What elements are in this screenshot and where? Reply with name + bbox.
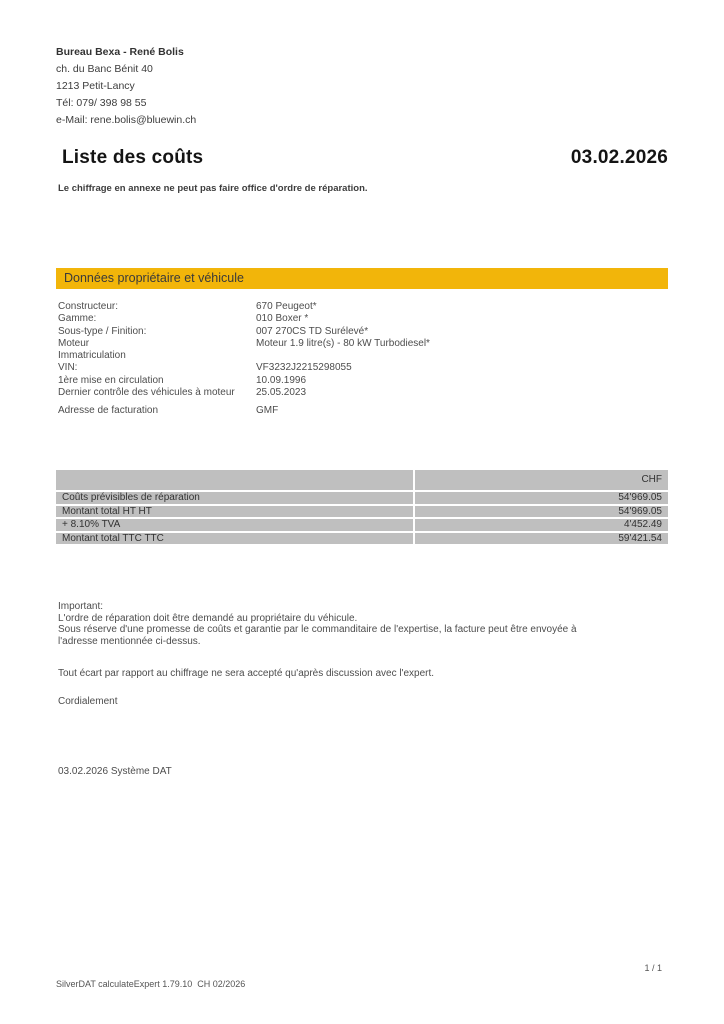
important-block bbox=[58, 601, 658, 647]
row-label: Montant total TTC TTC bbox=[56, 533, 413, 545]
table-row-couts-previsibles bbox=[56, 492, 668, 504]
important-line: L'ordre de réparation doit être demandé au propriétaire du véhicule. bbox=[58, 612, 358, 624]
field-value: 007 270CS TD Surélevé* bbox=[256, 325, 369, 337]
field-label: Moteur bbox=[58, 337, 90, 349]
costs-table bbox=[56, 470, 668, 546]
row-label: + 8.10% TVA bbox=[56, 519, 413, 531]
field-value: 25.05.2023 bbox=[256, 387, 307, 399]
field-label: Adresse de facturation bbox=[58, 405, 159, 417]
sender-address-line: 1213 Petit-Lancy bbox=[56, 80, 135, 92]
field-value: 670 Peugeot* bbox=[256, 301, 317, 312]
table-row-tva bbox=[56, 519, 668, 531]
row-amount: 4'452.49 bbox=[415, 519, 668, 531]
sender-name: Bureau Bexa - René Bolis bbox=[56, 46, 184, 58]
document-date: 03.02.2026 bbox=[570, 147, 668, 168]
field-label: Gamme: bbox=[58, 313, 97, 325]
row-label: Montant total HT HT bbox=[56, 506, 413, 518]
page-title: Liste des coûts bbox=[62, 147, 204, 168]
field-value: VF3232J2215298055 bbox=[256, 362, 352, 374]
important-title: Important: bbox=[58, 601, 104, 612]
vehicle-data-list bbox=[58, 301, 668, 418]
field-row-immatriculation bbox=[58, 350, 668, 362]
table-row-montant-ht bbox=[56, 506, 668, 518]
footer-app-version: SilverDAT calculateExpert 1.79.10 CH 02/2026 bbox=[56, 979, 246, 989]
row-amount: 59'421.54 bbox=[415, 533, 668, 545]
page-number: 1 / 1 bbox=[644, 963, 662, 973]
field-row-premiere-mise bbox=[58, 375, 668, 387]
row-label: Coûts prévisibles de réparation bbox=[56, 492, 413, 504]
field-value bbox=[256, 350, 668, 362]
row-amount: 54'969.05 bbox=[415, 492, 668, 504]
sender-block bbox=[56, 44, 196, 129]
costs-table-header-currency: CHF bbox=[415, 470, 668, 490]
field-row-dernier-controle bbox=[58, 387, 668, 399]
field-value: GMF bbox=[256, 405, 279, 417]
table-row-montant-ttc bbox=[56, 533, 668, 545]
field-value: Moteur 1.9 litre(s) - 80 kW Turbodiesel* bbox=[256, 337, 430, 349]
field-row-vin bbox=[58, 362, 668, 374]
field-label: Constructeur: bbox=[58, 301, 119, 312]
field-row-adresse-facturation bbox=[58, 405, 668, 417]
costs-table-header-label bbox=[56, 470, 413, 490]
title-row bbox=[56, 147, 668, 169]
costs-table-header-row bbox=[56, 470, 668, 490]
field-row-gamme bbox=[58, 313, 668, 325]
deviation-note: Tout écart par rapport au chiffrage ne sera accepté qu'après discussion avec l'expert. bbox=[58, 668, 435, 679]
important-line: Sous réserve d'une promesse de coûts et garantie par le commanditaire de l'expertise, la facture peut être envoyée à bbox=[58, 624, 577, 636]
field-row-moteur bbox=[58, 338, 668, 350]
row-amount: 54'969.05 bbox=[415, 506, 668, 518]
section-header-owner-vehicle: Données propriétaire et véhicule bbox=[56, 268, 668, 289]
sender-email: e-Mail: rene.bolis@bluewin.ch bbox=[56, 114, 197, 126]
field-label: 1ère mise en circulation bbox=[58, 374, 164, 386]
closing-salutation: Cordialement bbox=[58, 696, 118, 707]
field-label: Sous-type / Finition: bbox=[58, 325, 147, 337]
field-value: 010 Boxer * bbox=[256, 313, 309, 325]
sender-address-line: ch. du Banc Bénit 40 bbox=[56, 63, 153, 75]
date-system-line: 03.02.2026 Système DAT bbox=[58, 766, 172, 777]
field-label: Dernier contrôle des véhicules à moteur bbox=[58, 387, 235, 399]
field-value: 10.09.1996 bbox=[256, 374, 307, 386]
field-label: VIN: bbox=[58, 362, 78, 374]
important-line: l'adresse mentionnée ci-dessus. bbox=[58, 635, 201, 647]
field-row-sous-type bbox=[58, 326, 668, 338]
field-row-constructeur bbox=[58, 301, 668, 313]
sender-phone: Tél: 079/ 398 98 55 bbox=[56, 97, 147, 109]
field-label: Immatriculation bbox=[58, 350, 126, 362]
annex-note: Le chiffrage en annexe ne peut pas faire office d'ordre de réparation. bbox=[58, 183, 368, 194]
